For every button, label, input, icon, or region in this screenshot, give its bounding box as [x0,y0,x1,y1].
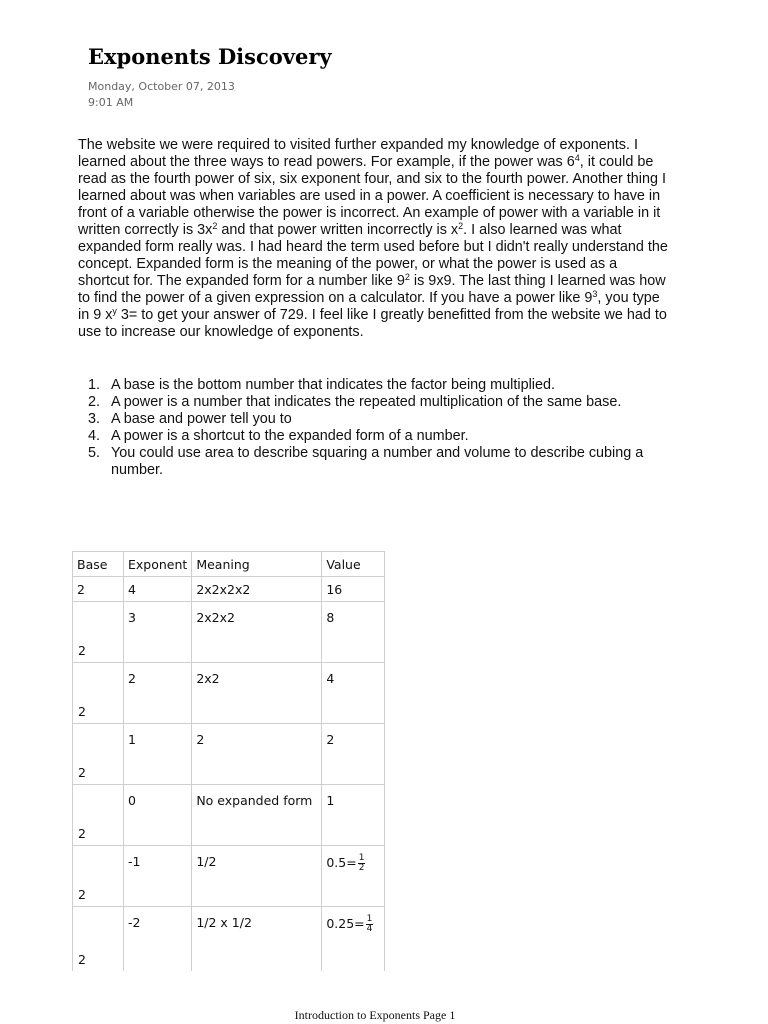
meaning-cell: 2 [192,724,322,785]
header-base: Base [73,552,124,577]
list-number: 4. [88,428,101,444]
value-cell: 1 [322,785,385,846]
list-text: You could use area to describe squaring a number and volume to describe cubing a number. [111,445,644,478]
list-text: A power is a number that indicates the repeated multiplication of the same base. [111,394,622,410]
base-cell [73,785,124,846]
superscript: 2 [212,221,218,231]
table-row [73,724,385,785]
body-paragraph [78,137,668,341]
meaning-cell: 1/2 [192,846,322,907]
base-cell [73,724,124,785]
fraction-numerator: 1 [366,914,373,924]
table-row [73,602,385,663]
fraction-denominator: 4 [366,924,373,934]
header-meaning: Meaning [192,552,322,577]
value-cell: 8 [322,602,385,663]
note-time: 9:01 AM [88,96,134,109]
base-cell: 2 [73,577,124,602]
value-decimal: 0.5= [326,855,357,870]
list-item [78,377,668,394]
page-footer: Introduction to Exponents Page 1 [294,1008,456,1022]
exponent-cell: 0 [124,785,192,846]
list-text: A power is a shortcut to the expanded form of a number. [111,428,469,444]
base-value: 2 [78,887,86,902]
fraction-denominator: 2 [358,863,365,873]
paragraph-text: is 9x9. The last thing I learned was how to find the power of a given expression on a calculator. If you have a power like 9 [78,273,666,306]
superscript: y [112,306,117,316]
base-value: 2 [78,826,86,841]
note-date: Monday, October 07, 2013 [88,80,235,93]
paragraph-text: , you type in 9 x [78,290,660,323]
list-item [78,445,668,479]
exponents-table [72,551,385,971]
exponent-cell: 4 [124,577,192,602]
header-exponent: Exponent [124,552,192,577]
value-cell [322,907,385,971]
paragraph-text: , it could be read as the fourth power of six, six exponent four, and six to the fourth power. Another thing I learned about was when variables are used in a power. A coefficient is necessary to have in front of a variable otherwise the power is incorrect. An example of power with a variable in it written correctly is 3x [78,154,666,238]
base-value: 2 [78,765,86,780]
paragraph-text: and that power written incorrectly is x [217,222,459,238]
exponent-cell: 3 [124,602,192,663]
fraction-numerator: 1 [358,853,365,863]
page-title: Exponents Discovery [88,44,332,69]
list-item [78,428,668,445]
exponent-cell: 1 [124,724,192,785]
base-value: 2 [78,951,86,967]
base-value: 2 [78,643,86,658]
superscript: 2 [458,221,464,231]
base-value: 2 [78,704,86,719]
list-item [78,394,668,411]
superscript: 2 [404,272,410,282]
table-row [73,907,385,971]
value-cell [322,846,385,907]
base-cell [73,907,124,971]
list-number: 5. [88,445,101,461]
meaning-cell: No expanded form [192,785,322,846]
table-row [73,663,385,724]
value-cell: 4 [322,663,385,724]
meaning-cell: 2x2 [192,663,322,724]
base-cell [73,602,124,663]
list-number: 2. [88,394,101,410]
paragraph-text: . I also learned was what expanded form really was. I had heard the term used before but I didn't really understand the concept. Expanded form is the meaning of the power, or what the power is used as a shortcut for. The expanded form for a number like 9 [78,222,668,289]
table-header-row [73,552,385,577]
paragraph-text: The website we were required to visited further expanded my knowledge of exponents. I learned about the three ways to read powers. For example, if the power was 6 [78,137,638,170]
base-cell [73,846,124,907]
exponent-cell: -2 [124,907,192,971]
meaning-cell: 2x2x2 [192,602,322,663]
list-text: A base and power tell you to [111,411,292,427]
value-cell: 16 [322,577,385,602]
table-row [73,846,385,907]
base-cell [73,663,124,724]
list-number: 1. [88,377,101,393]
fraction [358,854,366,873]
paragraph-text: 3= to get your answer of 729. I feel like I greatly benefitted from the website we had to use to increase our knowledge of exponents. [78,307,667,340]
meaning-cell: 1/2 x 1/2 [192,907,322,971]
superscript: 4 [574,153,580,163]
list-number: 3. [88,411,101,427]
table-row [73,785,385,846]
header-value: Value [322,552,385,577]
value-cell: 2 [322,724,385,785]
fraction [366,915,374,934]
list-item [78,411,668,428]
exponent-cell: 2 [124,663,192,724]
exponent-cell: -1 [124,846,192,907]
value-decimal: 0.25= [326,916,365,931]
list-text: A base is the bottom number that indicates the factor being multiplied. [111,377,555,393]
numbered-list [78,377,668,479]
superscript: 3 [592,289,598,299]
table-row [73,577,385,602]
meaning-cell: 2x2x2x2 [192,577,322,602]
